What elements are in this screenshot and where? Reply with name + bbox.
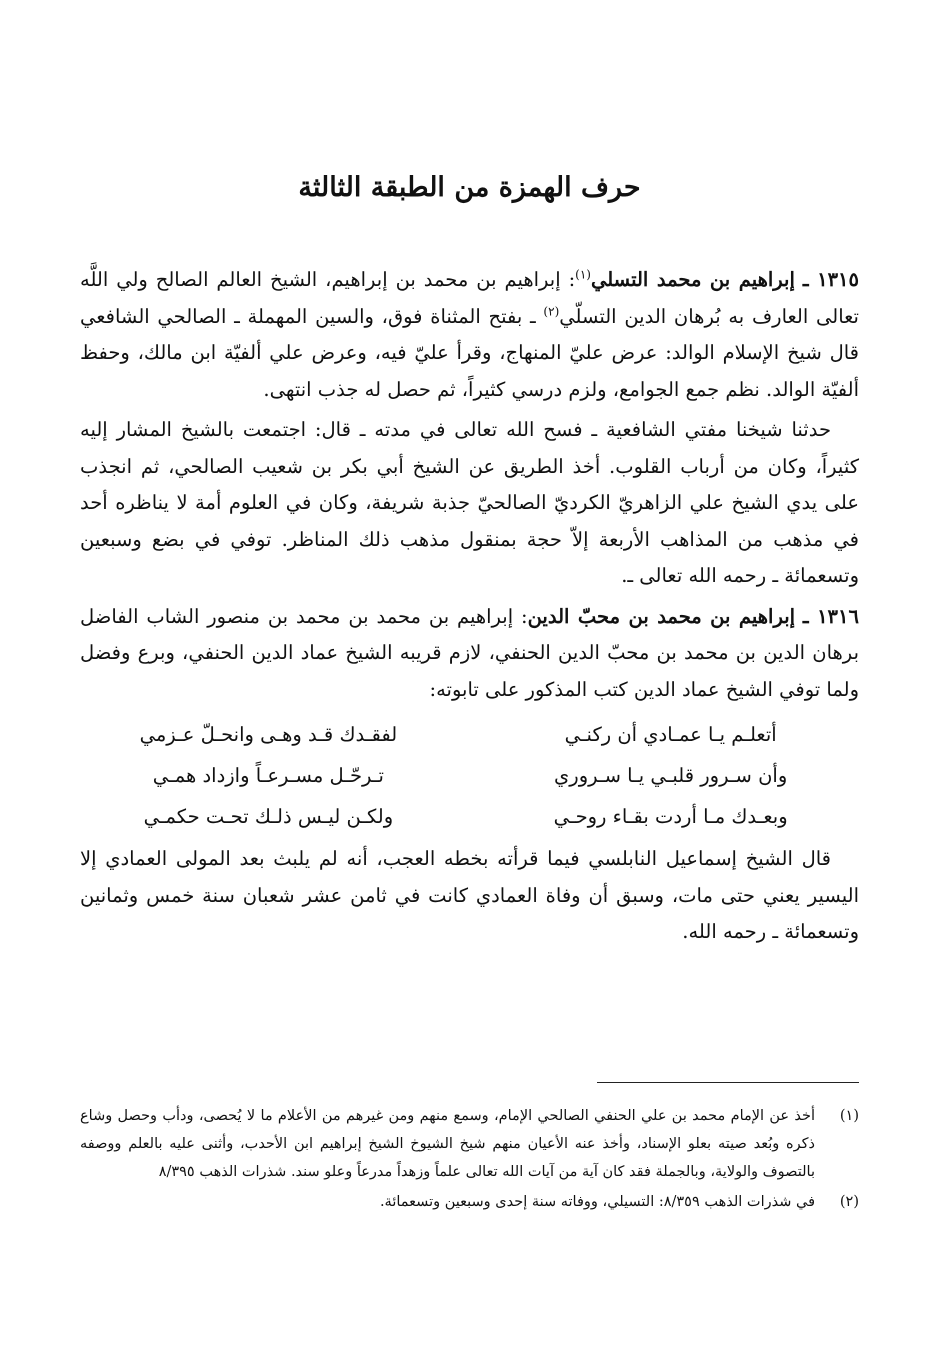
verse-line bbox=[90, 714, 849, 755]
entry-1316 bbox=[80, 599, 859, 709]
entry-number: ١٣١٥ ـ bbox=[802, 268, 859, 291]
footnotes bbox=[80, 1102, 859, 1218]
entry-text: : إبراهيم بن محمد بن محمد بن منصور الشاب الفاضل برهان الدين بن محمد بن محبّ الدين الحنفي، لازم قريبه الشيخ عماد الدين الحنفي، وبرع وفضل ولما توفي الشيخ عماد الدين كتب المذكور على تابوته: bbox=[80, 604, 859, 701]
entry-text: : إبراهيم بن محمد بن إبراهيم، الشيخ العالم الصالح ولي اللَّه تعالى العارف به بُرهان الدين التسلّي bbox=[80, 268, 859, 328]
verse-second-hemistich: لفقـدك قـد وهـى وانحـلّ عـزمي bbox=[139, 723, 398, 746]
footnote-text: أخذ عن الإمام محمد بن علي الحنفي الصالحي الإمام، وسمع منهم ومن غيرهم من الأعلام ما لا يُحصى، ودأب وحصل وشاع ذكره وبُعد صيته بعلو الإسناد، وأخذ عنه الأعيان منهم شيخ الشيوخ الشيخ إبراهيم ابن الأحدب، وأثنى عليه بالعلم ووصفه بالتصوف والولاية، وبالجملة فقد كان آية من آيات الله تعالى علماً وزهداً مدرعاً وعلو سند. شذرات الذهب ٨/٣٩٥ bbox=[80, 1108, 815, 1180]
verse-second-hemistich: تـرحّـل مسـرعـاً وازداد همـي bbox=[152, 764, 384, 787]
footnote-ref[interactable]: (٢) bbox=[543, 304, 560, 318]
verse-first-hemistich: أتعلـم يـا عمـادي أن ركنـي bbox=[564, 723, 777, 746]
entry-number: ١٣١٦ ـ bbox=[802, 604, 859, 628]
footnote-text: في شذرات الذهب ٨/٣٥٩: التسيلي، ووفاته سنة إحدى وسبعين وتسعمائة. bbox=[379, 1194, 815, 1210]
entry-name: إبراهيم بن محمد التسلي bbox=[590, 268, 795, 291]
verse-line bbox=[90, 755, 849, 796]
verse-first-hemistich: وأن سـرور قلبـي يـا سـروري bbox=[554, 764, 788, 787]
book-page bbox=[80, 0, 859, 1357]
verse-second-hemistich: ولكـن ليـس ذلـك تحـت حكمـي bbox=[143, 805, 394, 828]
footnote-number: (١) bbox=[839, 1108, 859, 1124]
verse-line bbox=[90, 796, 849, 837]
entry-name: إبراهيم بن محمد بن محبّ الدين bbox=[527, 604, 796, 628]
verse-first-hemistich: وبعـدك مـا أردت بقـاء روحـي bbox=[553, 805, 788, 828]
chapter-title: حرف الهمزة من الطبقة الثالثة bbox=[298, 172, 641, 203]
entry-text-continued: ـ بفتح المثناة فوق، والسين المهملة ـ الصالحي الشافعي قال شيخ الإسلام الوالد: عرض عليّ المنهاج، وقرأ عليّ فيه، وعرض علي ألفيّة ابن مالك، وحفظ ألفيّة الوالد. نظم جمع الجوامع، ولزم درسي كثيراً، ثم حصل له جذب انتهى. bbox=[80, 304, 859, 401]
poem bbox=[80, 714, 859, 837]
footnote-number: (٢) bbox=[839, 1194, 859, 1210]
footnote-1 bbox=[80, 1102, 859, 1186]
footnote-2 bbox=[80, 1188, 859, 1216]
paragraph-narration: حدثنا شيخنا مفتي الشافعية ـ فسح الله تعالى في مدته ـ قال: اجتمعت بالشيخ المشار إليه كثيراً، وكان من أرباب القلوب. أخذ الطريق عن الشيخ أبي بكر بن شعيب الصالحي، ثم انجذب على يدي الشيخ علي الزاهريّ الكرديّ الصالحيّ جذبة شريفة، وكان في العلوم أمة لا يناظره أحد في مذهب من المذاهب الأربعة إلاّ حجة بمنقول مذهب ذلك المناظر. توفي في بضع وسبعين وتسعمائة ـ رحمه الله تعالى ـ. bbox=[80, 418, 859, 587]
footnote-divider bbox=[597, 1082, 859, 1083]
footnote-ref[interactable]: (١) bbox=[575, 267, 591, 282]
entry-1315 bbox=[80, 262, 859, 408]
paragraph-closing: قال الشيخ إسماعيل النابلسي فيما قرأته بخطه العجب، أنه لم يلبث بعد المولى العمادي إلا اليسير يعني حتى مات، وسبق أن وفاة العمادي كانت في ثامن عشر شعبان سنة خمس وثمانين وتسعمائة ـ رحمه الله. bbox=[80, 847, 859, 943]
main-text bbox=[80, 262, 859, 955]
